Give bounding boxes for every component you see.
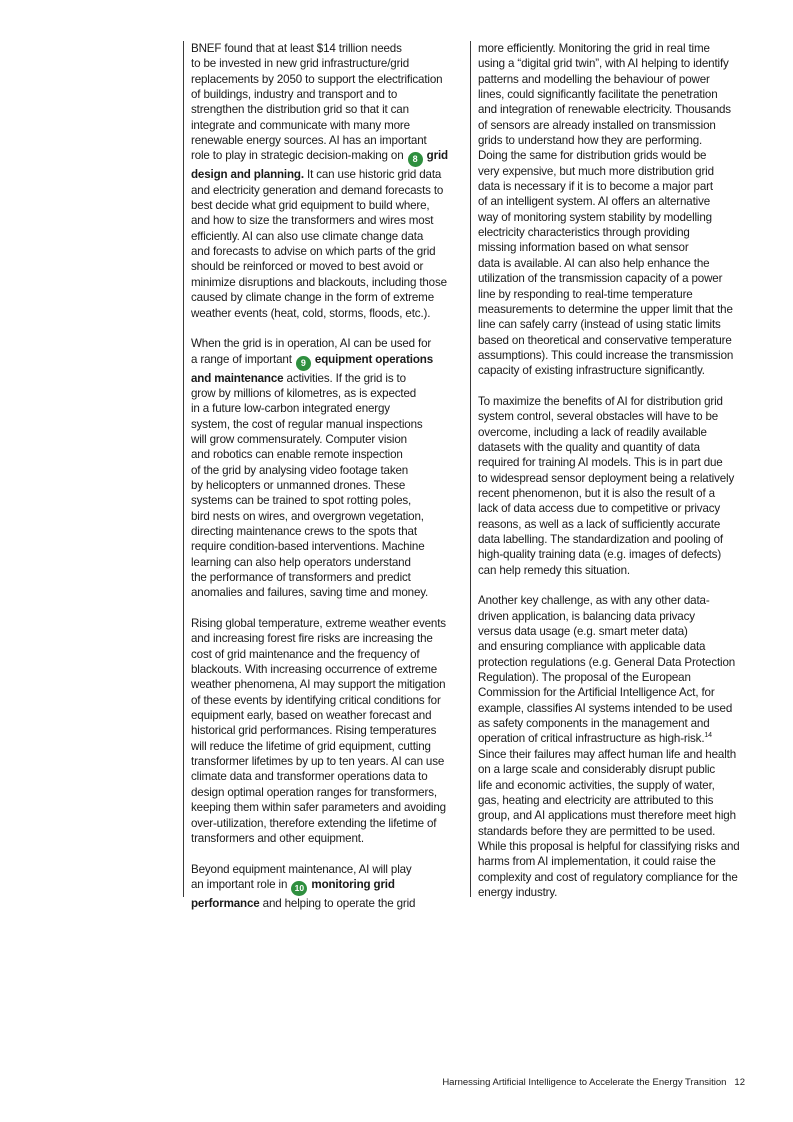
key-term: grid [426, 149, 448, 163]
text-line: using a “digital grid twin”, with AI helping to identify [478, 57, 729, 71]
text-line: and increasing forest fire risks are increasing the [191, 632, 433, 646]
text-line: to be invested in new grid infrastructure/grid [191, 57, 410, 71]
footnote-reference[interactable]: 14 [704, 732, 712, 740]
text-segment: a range of important [191, 352, 295, 366]
text-line: lines, could significantly facilitate the penetration [478, 88, 718, 102]
section-number-badge: 10 [291, 881, 307, 896]
text-line: data is necessary if it is to become a major part [478, 180, 713, 194]
text-line [191, 877, 463, 896]
text-line: When the grid is in operation, AI can be used for [191, 337, 432, 351]
text-line: line can safely carry (instead of using static limits [478, 318, 721, 332]
text-line: of an intelligent system. AI offers an alternative [478, 195, 711, 209]
text-line [191, 371, 463, 386]
text-line: system control, several obstacles will have to be [478, 410, 719, 424]
key-term: and maintenance [191, 371, 284, 385]
text-segment: activities. If the grid is to [283, 371, 406, 385]
text-line: Rising global temperature, extreme weather events [191, 617, 446, 631]
text-line: To maximize the benefits of AI for distribution grid [478, 394, 723, 408]
text-line: datasets with the quality and quantity of data [478, 440, 700, 454]
text-line: example, classifies AI systems intended to be used [478, 701, 733, 715]
text-line: and how to size the transformers and wires most [191, 214, 434, 228]
text-line: best decide what grid equipment to build where, [191, 199, 430, 213]
key-term: design and planning. [191, 168, 304, 182]
text-line: electricity characteristics through providing [478, 226, 690, 240]
text-line: bird nests on wires, and overgrown vegetation, [191, 509, 424, 523]
text-line [478, 731, 756, 746]
text-line: equipment early, based on weather forecast and [191, 709, 432, 723]
text-line: standards before they are permitted to be used. [478, 824, 716, 838]
left-column [183, 41, 463, 910]
text-line: data labelling. The standardization and pooling of [478, 533, 723, 546]
text-line: group, and AI applications must therefore meet high [478, 809, 736, 823]
text-line: way of monitoring system stability by modelling [478, 210, 712, 224]
text-line: to widespread sensor deployment being a relatively [478, 471, 735, 485]
text-line: of these events by identifying critical conditions for [191, 693, 441, 707]
text-segment: operation of critical infrastructure as high-risk. [478, 732, 705, 746]
text-line: efficiently. AI can also use climate change data [191, 229, 424, 243]
page-footer [442, 1077, 745, 1088]
key-term: equipment operations [314, 352, 434, 366]
text-line: anomalies and failures, saving time and money. [191, 586, 429, 600]
text-line: caused by climate change in the form of extreme [191, 291, 434, 305]
paragraph [478, 394, 756, 578]
text-line: of buildings, industry and transport and to [191, 88, 398, 102]
text-line: climate data and transformer operations data to [191, 770, 428, 784]
text-line: measurements to determine the upper limit that the [478, 302, 733, 316]
text-line: as safety components in the management and [478, 717, 710, 731]
text-line: and forecasts to advise on which parts of the grid [191, 245, 436, 259]
text-line: gas, heating and electricity are attributed to this [478, 793, 714, 807]
text-line: directing maintenance crews to the spots that [191, 524, 417, 538]
text-line: driven application, is balancing data privacy [478, 609, 695, 623]
text-line: learning can also help operators understand [191, 555, 411, 569]
text-line: replacements by 2050 to support the electrification [191, 72, 443, 86]
text-line: can help remedy this situation. [478, 563, 630, 577]
text-line: assumptions). This could increase the transmission [478, 348, 734, 362]
text-line: complexity and cost of regulatory compliance for the [478, 870, 738, 884]
text-line: the performance of transformers and predict [191, 571, 411, 584]
text-line: over-utilization, therefore extending the lifetime of [191, 816, 437, 830]
key-term: monitoring grid [311, 877, 395, 891]
text-line: integrate and communicate with many more [191, 118, 410, 132]
text-line: grids to understand how they are performing. [478, 134, 703, 148]
text-line: protection regulations (e.g. General Data Protection [478, 655, 736, 669]
text-line: in a future low-carbon integrated energy [191, 402, 390, 416]
text-line: high-quality training data (e.g. images of defects) [478, 548, 722, 562]
text-line: Regulation). The proposal of the European [478, 671, 691, 685]
text-line [191, 352, 463, 371]
text-line: While this proposal is helpful for classifying risks and [478, 839, 740, 853]
page-number: 12 [734, 1077, 745, 1088]
section-number-badge: 8 [408, 152, 423, 167]
text-line: of the grid by analysing video footage taken [191, 463, 409, 477]
text-line: very expensive, but much more distribution grid [478, 164, 714, 178]
text-line: life and economic activities, the supply of water, [478, 778, 715, 792]
paragraph [478, 41, 756, 379]
text-line: strengthen the distribution grid so that it can [191, 103, 409, 117]
text-line: keeping them within safer parameters and avoiding [191, 801, 446, 815]
text-line: missing information based on what sensor [478, 241, 689, 255]
paragraph [478, 593, 756, 900]
text-line: reasons, as well as a lack of sufficiently accurate [478, 517, 721, 531]
text-line: and ensuring compliance with applicable data [478, 640, 706, 654]
text-line: system, the cost of regular manual inspections [191, 417, 423, 431]
text-line: BNEF found that at least $14 trillion needs [191, 42, 402, 55]
text-line: capacity of existing infrastructure significantly. [478, 364, 705, 378]
text-line: line by responding to real-time temperature [478, 287, 693, 301]
text-line: of sensors are already installed on transmission [478, 118, 716, 132]
text-line: blackouts. With increasing occurrence of extreme [191, 663, 438, 677]
text-segment: an important role in [191, 877, 291, 891]
text-line: transformers and other equipment. [191, 831, 364, 845]
text-line: utilization of the transmission capacity of a power [478, 272, 723, 286]
text-line: Beyond equipment maintenance, AI will play [191, 862, 412, 876]
text-line: and electricity generation and demand forecasts to [191, 183, 444, 197]
text-line: harms from AI implementation, it could raise the [478, 855, 716, 869]
section-number-badge: 9 [296, 356, 311, 371]
text-line: Since their failures may affect human life and health [478, 747, 736, 761]
text-line: will reduce the lifetime of grid equipment, cutting [191, 739, 431, 753]
text-line: will grow commensurately. Computer vision [191, 432, 407, 446]
text-line: Commission for the Artificial Intelligence Act, for [478, 686, 715, 700]
key-term: performance [191, 896, 260, 910]
text-line: patterns and modelling the behaviour of power [478, 72, 710, 86]
text-line: by helicopters or unmanned drones. These [191, 478, 406, 492]
text-line: energy industry. [478, 885, 558, 899]
text-line: renewable energy sources. AI has an important [191, 134, 427, 148]
text-line: should be reinforced or moved to best avoid or [191, 260, 424, 274]
footer-title: Harnessing Artificial Intelligence to Accelerate the Energy Transition [442, 1077, 727, 1088]
text-line: recent phenomenon, but it is also the result of a [478, 486, 715, 500]
text-line: design optimal operation ranges for transformers, [191, 785, 437, 799]
text-line: on a large scale and considerably disrupt public [478, 763, 716, 777]
text-line [191, 167, 463, 182]
paragraph [191, 41, 463, 321]
text-line: require condition-based interventions. Machine [191, 540, 425, 554]
text-segment: and helping to operate the grid [259, 896, 416, 910]
text-line: historical grid performances. Rising temperatures [191, 724, 437, 738]
text-line: grow by millions of kilometres, as is expected [191, 386, 417, 400]
right-column [470, 41, 756, 897]
text-line: and robotics can enable remote inspection [191, 448, 403, 462]
text-line: overcome, including a lack of readily available [478, 425, 707, 439]
text-segment: It can use historic grid data [303, 168, 442, 182]
text-line: more efficiently. Monitoring the grid in real time [478, 42, 710, 55]
text-segment: role to play in strategic decision-making on [191, 149, 407, 163]
paragraph [191, 336, 463, 601]
text-line: systems can be trained to spot rotting poles, [191, 494, 412, 508]
text-line: lack of data access due to competitive or privacy [478, 502, 721, 516]
text-line: required for training AI models. This is in part due [478, 456, 723, 470]
text-line: and integration of renewable electricity. Thousands [478, 103, 731, 117]
text-line: Another key challenge, as with any other data- [478, 594, 710, 608]
text-line: data is available. AI can also help enhance the [478, 256, 710, 270]
text-line: minimize disruptions and blackouts, including those [191, 275, 447, 289]
text-line: weather phenomena, AI may support the mitigation [191, 678, 446, 692]
text-line: cost of grid maintenance and the frequency of [191, 647, 420, 661]
text-line: versus data usage (e.g. smart meter data) [478, 625, 688, 639]
text-line [191, 896, 463, 911]
text-line: weather events (heat, cold, storms, floods, etc.). [191, 306, 431, 320]
text-line: based on theoretical and conservative temperature [478, 333, 732, 347]
paragraph [191, 616, 463, 846]
text-line [191, 148, 463, 167]
text-line: Doing the same for distribution grids would be [478, 149, 707, 163]
text-line: transformer lifetimes by up to ten years. AI can use [191, 755, 445, 769]
paragraph [191, 862, 463, 912]
